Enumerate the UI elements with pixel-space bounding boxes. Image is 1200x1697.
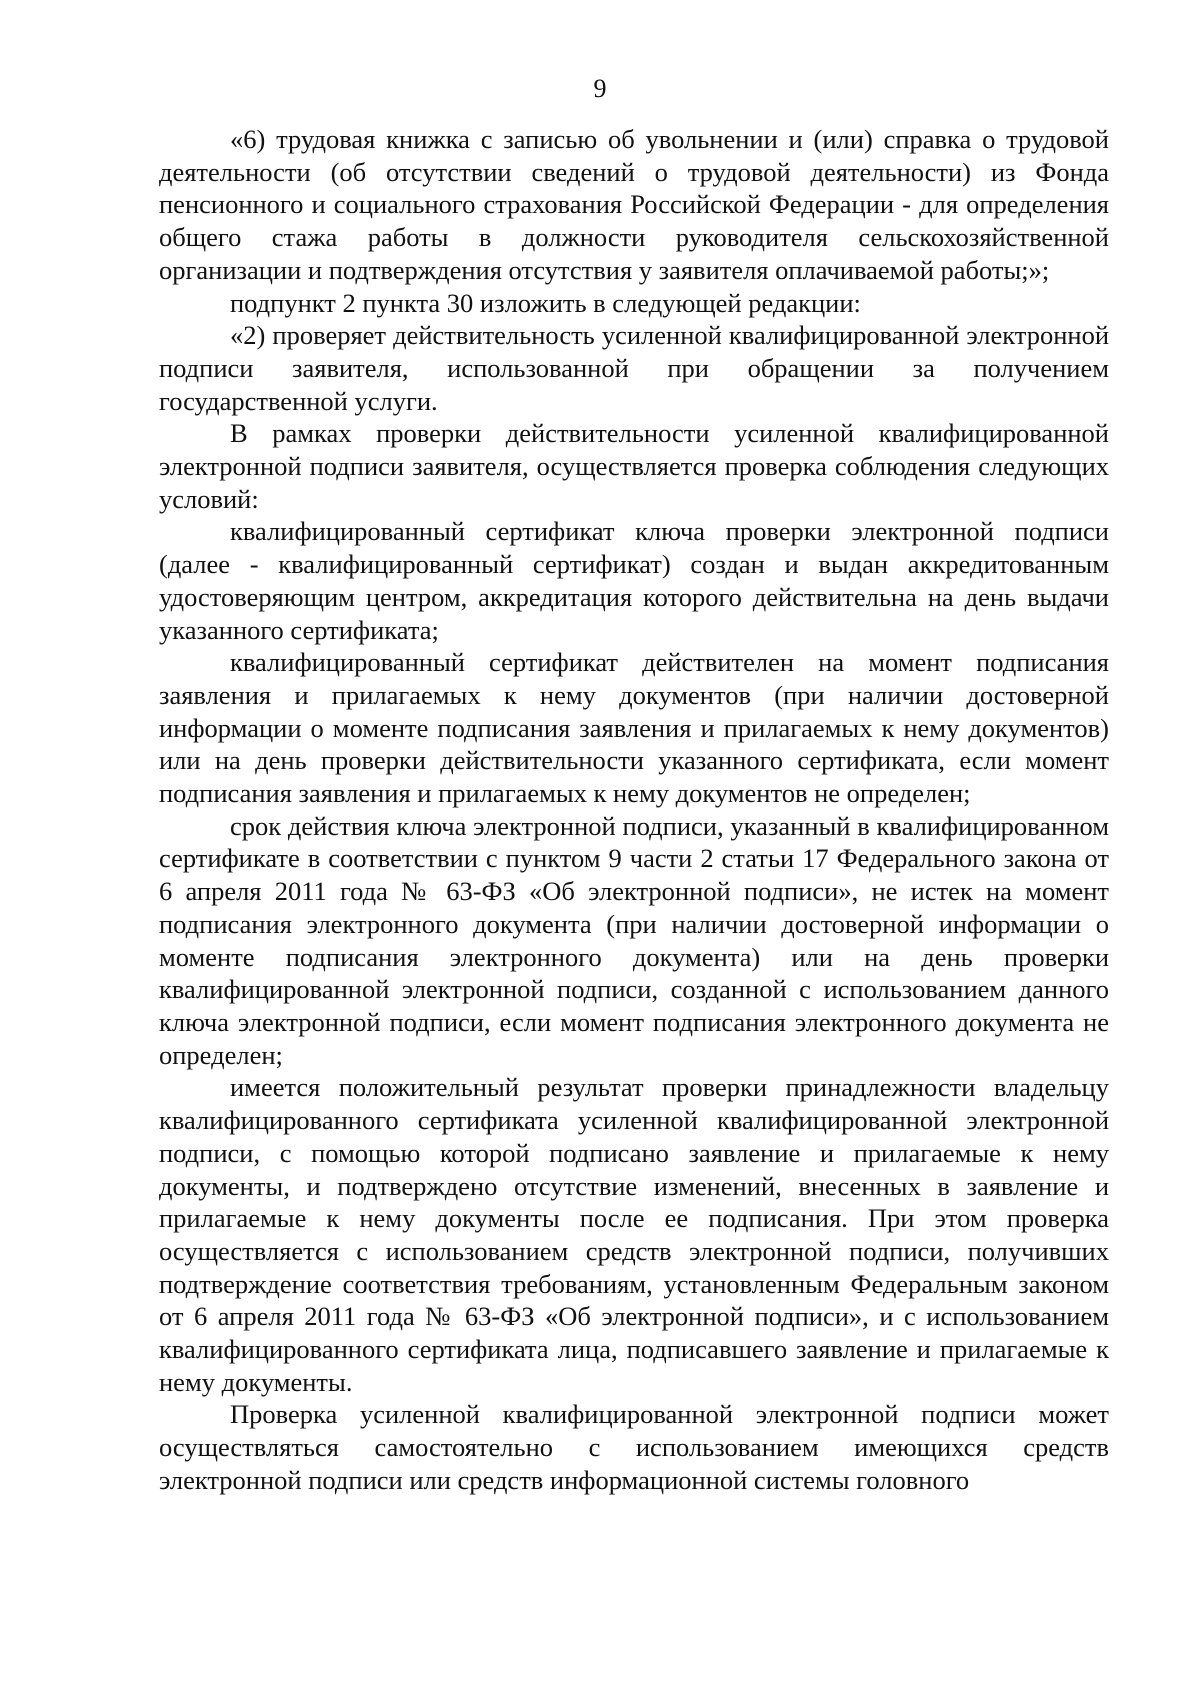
paragraph: срок действия ключа электронной подписи, указанный в квалифицированном сертификате в соответствии с пунктом 9 части 2 статьи 17 Федерального закона от 6 апреля 2011 года № 63-ФЗ «Об электронной подписи», не истек на момент подписания электронного документа (при наличии достоверной информации о моменте подписания электронного документа) или на день проверки квалифицированной электронной подписи, созданной с использованием данного ключа электронной подписи, если момент подписания электронного документа не определен; [159, 810, 1109, 1070]
paragraph: имеется положительный результат проверки принадлежности владельцу квалифицированного сертификата усиленной квалифицированной электронной подписи, с помощью которой подписано заявление и прилагаемые к нему документы, и подтверждено отсутствие изменений, внесенных в заявление и прилагаемые к нему документы после ее подписания. При этом проверка осуществляется с использованием средств электронной подписи, получивших подтверждение соответствия требованиям, установленным Федеральным законом от 6 апреля 2011 года № 63-ФЗ «Об электронной подписи», и с использованием квалифицированного сертификата лица, подписавшего заявление и прилагаемые к нему документы. [159, 1072, 1109, 1397]
paragraph: «2) проверяет действительность усиленной квалифицированной электронной подписи заявителя, использованной при обращении за получением государственной услуги. [159, 320, 1109, 416]
paragraph: подпункт 2 пункта 30 изложить в следующей редакции: [230, 287, 861, 318]
paragraph: квалифицированный сертификат ключа проверки электронной подписи (далее - квалифицированный сертификат) создан и выдан аккредитованным удостоверяющим центром, аккредитация которого действительна на день выдачи указанного сертификата; [159, 516, 1109, 645]
paragraph: Проверка усиленной квалифицированной электронной подписи может осуществляться самостоятельно с использованием имеющихся средств электронной подписи или средств информационной системы головного [159, 1399, 1109, 1495]
document-body [159, 123, 1109, 1497]
page-number: 9 [593, 74, 607, 103]
paragraph: квалифицированный сертификат действителен на момент подписания заявления и прилагаемых к нему документов (при наличии достоверной информации о моменте подписания заявления и прилагаемых к нему документов) или на день проверки действительности указанного сертификата, если момент подписания заявления и прилагаемых к нему документов не определен; [159, 647, 1109, 809]
paragraph: В рамках проверки действительности усиленной квалифицированной электронной подписи заявителя, осуществляется проверка соблюдения следующих условий: [159, 418, 1109, 514]
paragraph: «6) трудовая книжка с записью об увольнении и (или) справка о трудовой деятельности (об отсутствии сведений о трудовой деятельности) из Фонда пенсионного и социального страхования Российской Федерации - для определения общего стажа работы в должности руководителя сельскохозяйственной организации и подтверждения отсутствия у заявителя оплачиваемой работы;»; [159, 124, 1109, 285]
